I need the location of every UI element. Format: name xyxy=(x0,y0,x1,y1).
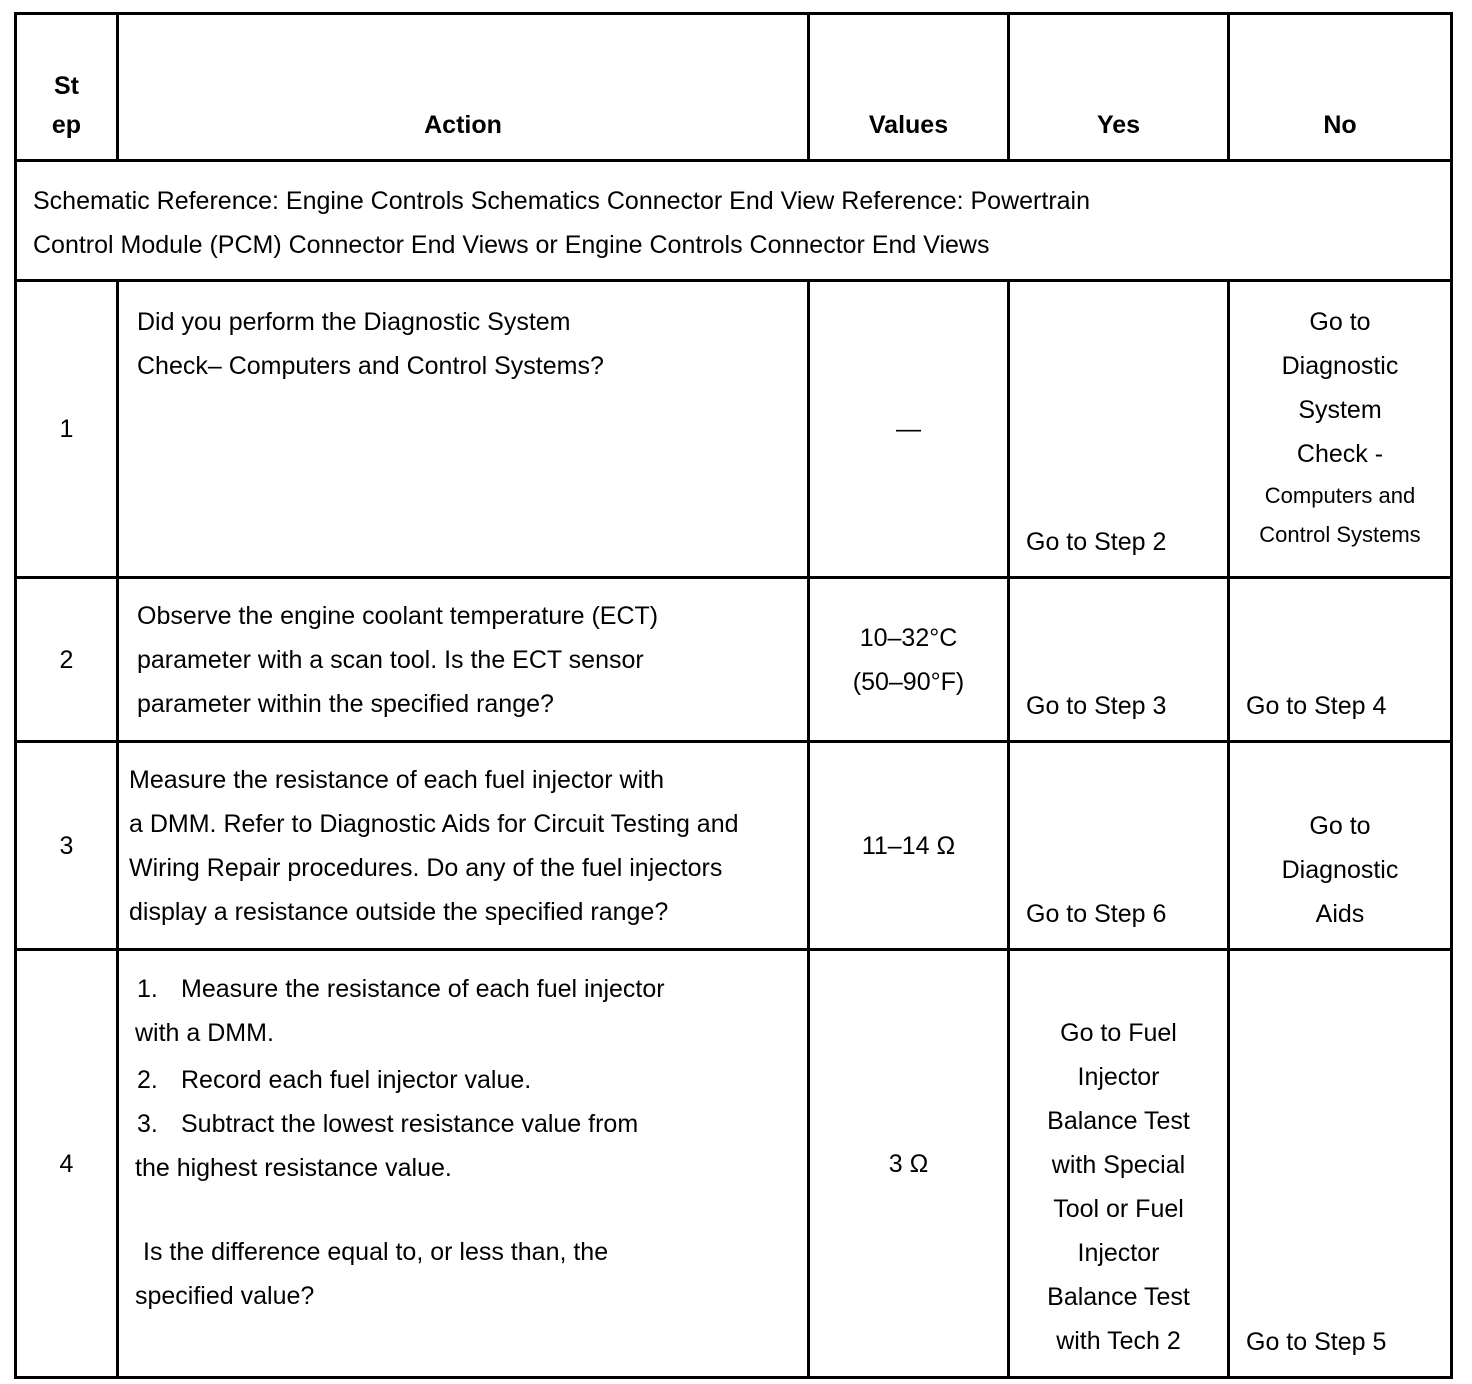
spacer xyxy=(135,1190,789,1230)
no-line: Control Systems xyxy=(1259,522,1421,547)
step-number: 1 xyxy=(16,281,118,578)
action-list-item xyxy=(135,1102,789,1146)
step-header-line2: ep xyxy=(51,111,82,139)
list-continuation: the highest resistance value. xyxy=(135,1154,452,1182)
action-line: parameter with a scan tool. Is the ECT sensor xyxy=(137,646,644,674)
step-number: 4 xyxy=(16,950,118,1378)
yes-link-go-to-step-6[interactable]: Go to Step 6 xyxy=(1026,900,1167,928)
yes-line: Tool or Fuel xyxy=(1053,1195,1184,1223)
no-cell xyxy=(1229,742,1452,950)
list-number: 2. xyxy=(137,1066,158,1094)
list-text: Measure the resistance of each fuel injector xyxy=(181,975,665,1003)
value-cell: 11–14 Ω xyxy=(809,742,1009,950)
table-row xyxy=(16,950,1452,1378)
header-row xyxy=(16,14,1452,161)
yes-line: Balance Test xyxy=(1047,1107,1190,1135)
yes-line: Balance Test xyxy=(1047,1283,1190,1311)
list-text: Subtract the lowest resistance value from xyxy=(181,1110,639,1138)
reference-line-1: Schematic Reference: Engine Controls Schematics Connector End View Reference: Powertrain xyxy=(33,187,1091,215)
step-header-line1: St xyxy=(54,72,79,100)
value-line: (50–90°F) xyxy=(852,667,965,696)
action-header: Action xyxy=(118,14,809,161)
action-cell xyxy=(118,578,809,742)
value-cell: — xyxy=(809,281,1009,578)
step-header xyxy=(16,14,118,161)
action-cell xyxy=(118,281,809,578)
no-line: System xyxy=(1298,396,1382,424)
yes-link-fuel-injector-balance-test[interactable] xyxy=(1010,1011,1227,1363)
action-cell xyxy=(118,950,809,1378)
no-cell xyxy=(1229,578,1452,742)
no-cell xyxy=(1229,281,1452,578)
action-line: Did you perform the Diagnostic System xyxy=(137,308,571,336)
no-link-go-to-step-5[interactable]: Go to Step 5 xyxy=(1246,1328,1387,1356)
action-cell xyxy=(118,742,809,950)
value-cell: 3 Ω xyxy=(809,950,1009,1378)
list-number: 1. xyxy=(137,975,158,1003)
value-line: 10–32°C xyxy=(859,623,958,652)
list-number: 3. xyxy=(137,1110,158,1138)
table-row xyxy=(16,742,1452,950)
yes-cell xyxy=(1009,950,1229,1378)
yes-line: Injector xyxy=(1077,1239,1160,1267)
action-line: a DMM. Refer to Diagnostic Aids for Circuit Testing and xyxy=(129,810,739,838)
action-question-line: specified value? xyxy=(135,1282,315,1310)
yes-line: with Tech 2 xyxy=(1056,1327,1181,1355)
no-link-diagnostic-aids[interactable] xyxy=(1230,804,1450,936)
yes-link-go-to-step-2[interactable]: Go to Step 2 xyxy=(1026,528,1167,556)
action-line: display a resistance outside the specified range? xyxy=(129,898,669,926)
reference-cell xyxy=(16,161,1452,281)
yes-cell xyxy=(1009,578,1229,742)
values-header: Values xyxy=(809,14,1009,161)
no-cell xyxy=(1229,950,1452,1378)
no-line: Diagnostic xyxy=(1281,352,1399,380)
no-line: Aids xyxy=(1315,900,1365,928)
reference-line-2: Control Module (PCM) Connector End Views or Engine Controls Connector End Views xyxy=(33,231,990,259)
diagnostic-table xyxy=(14,12,1453,1379)
action-line: Wiring Repair procedures. Do any of the fuel injectors xyxy=(129,854,723,882)
no-header: No xyxy=(1229,14,1452,161)
reference-row xyxy=(16,161,1452,281)
action-line: Check– Computers and Control Systems? xyxy=(137,352,604,380)
yes-link-go-to-step-3[interactable]: Go to Step 3 xyxy=(1026,692,1167,720)
action-list-item xyxy=(135,1058,789,1102)
table-row xyxy=(16,578,1452,742)
no-line: Check - xyxy=(1296,440,1384,468)
yes-line: Injector xyxy=(1077,1063,1160,1091)
action-question-line: Is the difference equal to, or less than, the xyxy=(143,1238,609,1266)
yes-cell xyxy=(1009,742,1229,950)
no-line: Go to xyxy=(1309,308,1371,336)
table-row xyxy=(16,281,1452,578)
no-line: Diagnostic xyxy=(1281,856,1399,884)
yes-line: Go to Fuel xyxy=(1060,1019,1177,1047)
no-link-go-to-step-4[interactable]: Go to Step 4 xyxy=(1246,692,1387,720)
yes-line: with Special xyxy=(1051,1151,1186,1179)
action-line: Observe the engine coolant temperature (ECT) xyxy=(137,602,659,630)
step-number: 2 xyxy=(16,578,118,742)
action-line: parameter within the specified range? xyxy=(137,690,554,718)
list-text: Record each fuel injector value. xyxy=(181,1066,532,1094)
step-number: 3 xyxy=(16,742,118,950)
yes-cell xyxy=(1009,281,1229,578)
action-line: Measure the resistance of each fuel injector with xyxy=(129,766,664,794)
yes-header: Yes xyxy=(1009,14,1229,161)
no-line: Go to xyxy=(1309,812,1371,840)
action-list-item xyxy=(135,967,789,1011)
value-cell xyxy=(809,578,1009,742)
no-link-diagnostic-system-check[interactable] xyxy=(1230,300,1450,554)
no-line: Computers and xyxy=(1264,483,1416,508)
list-continuation: with a DMM. xyxy=(135,1019,274,1047)
